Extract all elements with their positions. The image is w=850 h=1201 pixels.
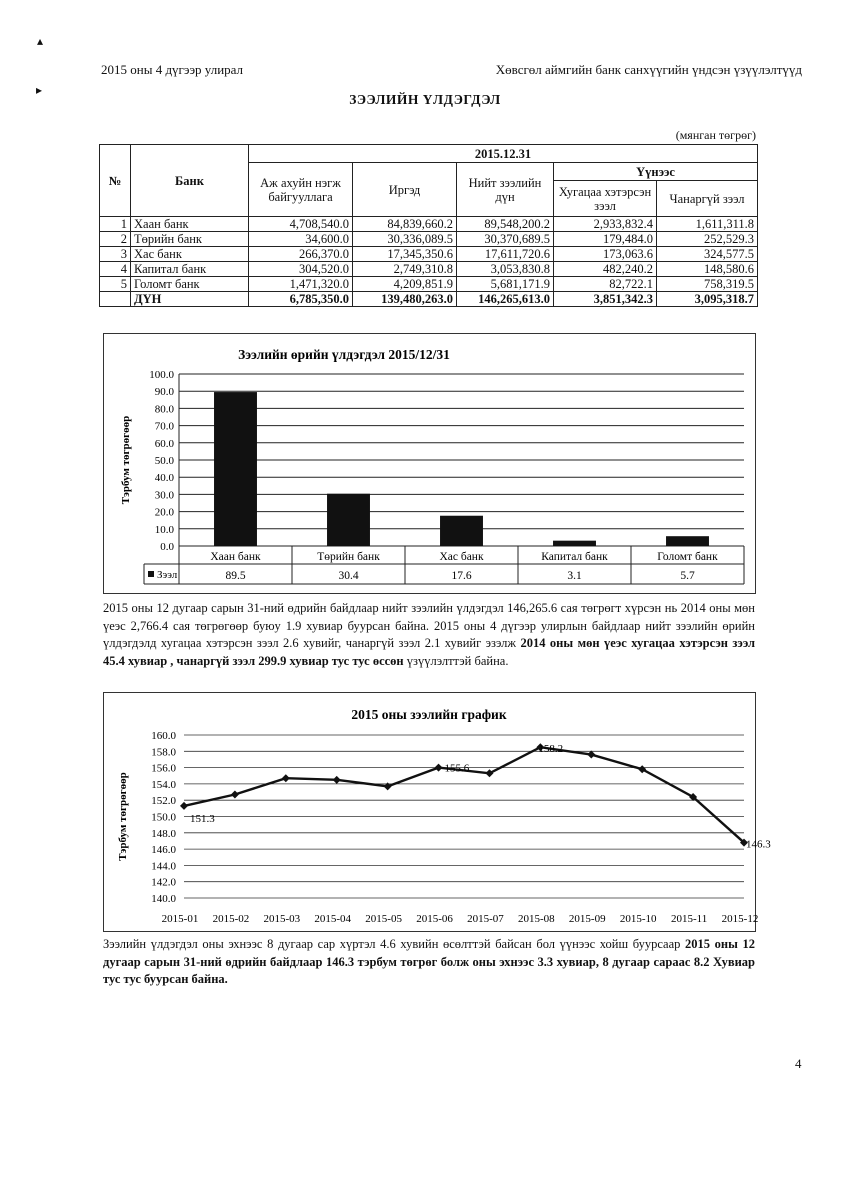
row-no: 3 <box>100 247 131 262</box>
bar-chart-box <box>103 333 756 594</box>
paragraph-1-bold: 2014 оны мөн үеэс хугацаа хэтэрсэн зээл 45.4 хувиар , чанаргүй зээл 299.9 хувиар тус тус өссөн <box>103 636 756 668</box>
col-header-business: Аж ахуйн нэгж байгууллага <box>249 163 353 217</box>
row-overdue: 173,063.6 <box>554 247 657 262</box>
y-axis-label: Тэрбум төгрөгөөр <box>120 415 132 505</box>
row-overdue: 2,933,832.4 <box>554 217 657 232</box>
col-header-citizen: Иргэд <box>353 163 457 217</box>
row-citizen: 30,336,089.5 <box>353 232 457 247</box>
data-point <box>587 751 595 759</box>
chart-title: 2015 оны зээлийн график <box>351 707 507 722</box>
header-left: 2015 оны 4 дүгээр улирал <box>101 62 244 77</box>
row-total: 5,681,171.9 <box>457 277 554 292</box>
data-point <box>333 776 341 784</box>
y-tick-label: 154.0 <box>151 778 176 791</box>
x-tick-label: 2015-11 <box>670 913 708 925</box>
row-overdue: 82,722.1 <box>554 277 657 292</box>
bar <box>553 541 596 546</box>
row-npl: 758,319.5 <box>657 277 758 292</box>
x-tick-label: 2015-04 <box>314 913 352 925</box>
x-tick-label: 2015-06 <box>416 913 453 925</box>
bar <box>214 392 257 546</box>
y-tick-label: 90.0 <box>154 386 174 399</box>
table-row <box>100 247 758 262</box>
paragraph-1 <box>103 600 755 670</box>
row-business: 1,471,320.0 <box>249 277 353 292</box>
row-total: 89,548,200.2 <box>457 217 554 232</box>
x-tick-label: Капитал банк <box>541 551 608 563</box>
row-overdue: 482,240.2 <box>554 262 657 277</box>
bar-chart <box>104 334 755 593</box>
row-npl: 1,611,311.8 <box>657 217 758 232</box>
data-label: 151.3 <box>190 812 215 825</box>
row-citizen: 2,749,310.8 <box>353 262 457 277</box>
y-tick-label: 70.0 <box>154 420 174 433</box>
y-tick-label: 158.0 <box>151 746 176 759</box>
y-tick-label: 148.0 <box>151 827 176 840</box>
row-bank: Хаан банк <box>131 217 249 232</box>
col-header-no: № <box>100 145 131 217</box>
row-no: 1 <box>100 217 131 232</box>
x-tick-label: 2015-07 <box>467 913 504 925</box>
x-tick-label: Хас банк <box>439 551 484 563</box>
x-tick-label: 2015-05 <box>365 913 402 925</box>
y-tick-label: 160.0 <box>151 730 176 742</box>
total-total: 146,265,613.0 <box>457 292 554 307</box>
paragraph-1-tail: үзүүлэлттэй байна. <box>406 653 509 668</box>
y-axis-label: Тэрбум төгрөгөөр <box>117 772 129 861</box>
row-npl: 324,577.5 <box>657 247 758 262</box>
col-header-npl: Чанаргүй зээл <box>657 181 758 217</box>
data-point <box>180 802 188 810</box>
total-citizen: 139,480,263.0 <box>353 292 457 307</box>
data-label: 89.5 <box>225 570 246 582</box>
loan-balance-table <box>99 144 758 307</box>
col-header-date: 2015.12.31 <box>249 145 758 163</box>
line-chart <box>104 693 771 931</box>
total-no-cell <box>100 292 131 307</box>
y-tick-label: 10.0 <box>154 523 174 536</box>
row-bank: Капитал банк <box>131 262 249 277</box>
row-total: 30,370,689.5 <box>457 232 554 247</box>
x-tick-label: 2015-08 <box>518 913 555 925</box>
header-right: Хөвсгөл аймгийн банк санхүүгийн үндсэн үзүүлэлтүүд <box>495 62 802 77</box>
paragraph-1-text: 2015 оны 12 дугаар сарын 31-ний өдрийн байдлаар нийт зээлийн үлдэгдэл 146,265.6 сая төгрөгт хүрсэн нь 2014 оны мөн үеэс 2,766.4 сая төгрөгөөр буюу 1.9 хувиар буурсан байна. 2015 оны 4 дүгээр улирлын байдлаар нийт зээлийн өрийн үлдэгдэлд хугацаа хэтэрсэн зээл 2.6 хувийг, чанаргүй зээл 2.1 хувийг эзэлж <box>103 601 755 650</box>
x-tick-label: 2015-02 <box>212 913 250 925</box>
y-tick-label: 20.0 <box>154 506 174 519</box>
row-bank: Хас банк <box>131 247 249 262</box>
col-header-group: Үүнээс <box>554 163 758 181</box>
y-tick-label: 60.0 <box>154 437 174 450</box>
col-header-overdue: Хугацаа хэтэрсэн зээл <box>554 181 657 217</box>
row-no: 4 <box>100 262 131 277</box>
total-label: ДҮН <box>131 292 249 307</box>
data-point <box>282 774 290 782</box>
x-tick-label: 2015-03 <box>263 913 301 925</box>
table-row <box>100 262 758 277</box>
row-no: 2 <box>100 232 131 247</box>
y-tick-label: 80.0 <box>154 403 174 416</box>
table-row <box>100 277 758 292</box>
data-point <box>435 764 443 772</box>
table-row <box>100 232 758 247</box>
bar <box>666 536 709 546</box>
y-tick-label: 144.0 <box>151 860 176 873</box>
row-npl: 148,580.6 <box>657 262 758 277</box>
data-label: 3.1 <box>567 570 582 582</box>
row-overdue: 179,484.0 <box>554 232 657 247</box>
row-business: 4,708,540.0 <box>249 217 353 232</box>
row-no: 5 <box>100 277 131 292</box>
unit-note: (мянган төгрөг) <box>675 128 756 142</box>
x-tick-label: Хаан банк <box>210 551 261 563</box>
data-label: 146.3 <box>746 838 771 851</box>
row-business: 34,600.0 <box>249 232 353 247</box>
y-tick-label: 146.0 <box>151 844 176 857</box>
row-npl: 252,529.3 <box>657 232 758 247</box>
row-bank: Төрийн банк <box>131 232 249 247</box>
total-overdue: 3,851,342.3 <box>554 292 657 307</box>
page-number: 4 <box>795 1056 802 1071</box>
table-total-row <box>100 292 758 307</box>
paragraph-2 <box>103 936 755 989</box>
scan-mark: ▸ <box>36 83 43 97</box>
bar <box>327 494 370 546</box>
chart-title: Зээлийн өрийн үлдэгдэл 2015/12/31 <box>238 347 450 362</box>
legend-label: Зээл <box>157 569 178 581</box>
bar <box>440 516 483 546</box>
col-header-total: Нийт зээлийн дүн <box>457 163 554 217</box>
line-chart-box <box>103 692 771 932</box>
paragraph-2-bold: 2015 оны 12 дугаар сарын 31-ний өдрийн байдлаар 146.3 тэрбум төгрөг болж оны эхнээс 3.3 хувиар, 8 дугаар сараас 8.2 Хувиар тус тус буурсан байна. <box>103 937 755 986</box>
total-business: 6,785,350.0 <box>249 292 353 307</box>
data-point <box>485 769 493 777</box>
x-tick-label: Голомт банк <box>657 551 718 563</box>
data-label: 17.6 <box>451 570 472 582</box>
x-tick-label: 2015-01 <box>161 913 199 925</box>
row-bank: Голомт банк <box>131 277 249 292</box>
data-label: 5.7 <box>680 570 695 582</box>
y-tick-label: 100.0 <box>149 369 174 381</box>
data-label: 30.4 <box>338 570 359 582</box>
row-citizen: 4,209,851.9 <box>353 277 457 292</box>
x-tick-label: 2015-10 <box>619 913 657 925</box>
x-tick-label: Төрийн банк <box>317 551 380 563</box>
col-header-bank: Банк <box>131 145 249 217</box>
x-tick-label: 2015-09 <box>568 913 606 925</box>
total-npl: 3,095,318.7 <box>657 292 758 307</box>
y-tick-label: 140.0 <box>151 893 176 905</box>
x-tick-label: 2015-12 <box>721 913 759 925</box>
legend-swatch <box>148 571 154 577</box>
row-citizen: 17,345,350.6 <box>353 247 457 262</box>
row-business: 266,370.0 <box>249 247 353 262</box>
y-tick-label: 156.0 <box>151 762 176 775</box>
page-title: ЗЭЭЛИЙН ҮЛДЭГДЭЛ <box>349 92 501 107</box>
series-line <box>184 747 744 842</box>
paragraph-2-text: Зээлийн үлдэгдэл оны эхнээс 8 дугаар сар хүртэл 4.6 хувийн өсөлттэй байсан бол үүнээс хойш буурсаар <box>103 937 681 951</box>
y-tick-label: 150.0 <box>151 811 176 824</box>
y-tick-label: 0.0 <box>160 541 174 553</box>
data-label: 158.2 <box>538 743 564 756</box>
data-label: 155.6 <box>444 762 470 775</box>
data-point <box>231 790 239 798</box>
row-business: 304,520.0 <box>249 262 353 277</box>
y-tick-label: 50.0 <box>154 455 174 467</box>
y-tick-label: 30.0 <box>154 489 174 502</box>
y-tick-label: 152.0 <box>151 795 176 808</box>
row-total: 17,611,720.6 <box>457 247 554 262</box>
row-total: 3,053,830.8 <box>457 262 554 277</box>
row-citizen: 84,839,660.2 <box>353 217 457 232</box>
table-row <box>100 217 758 232</box>
y-tick-label: 142.0 <box>151 876 176 889</box>
y-tick-label: 40.0 <box>154 472 174 485</box>
scan-mark: ▴ <box>37 34 44 48</box>
